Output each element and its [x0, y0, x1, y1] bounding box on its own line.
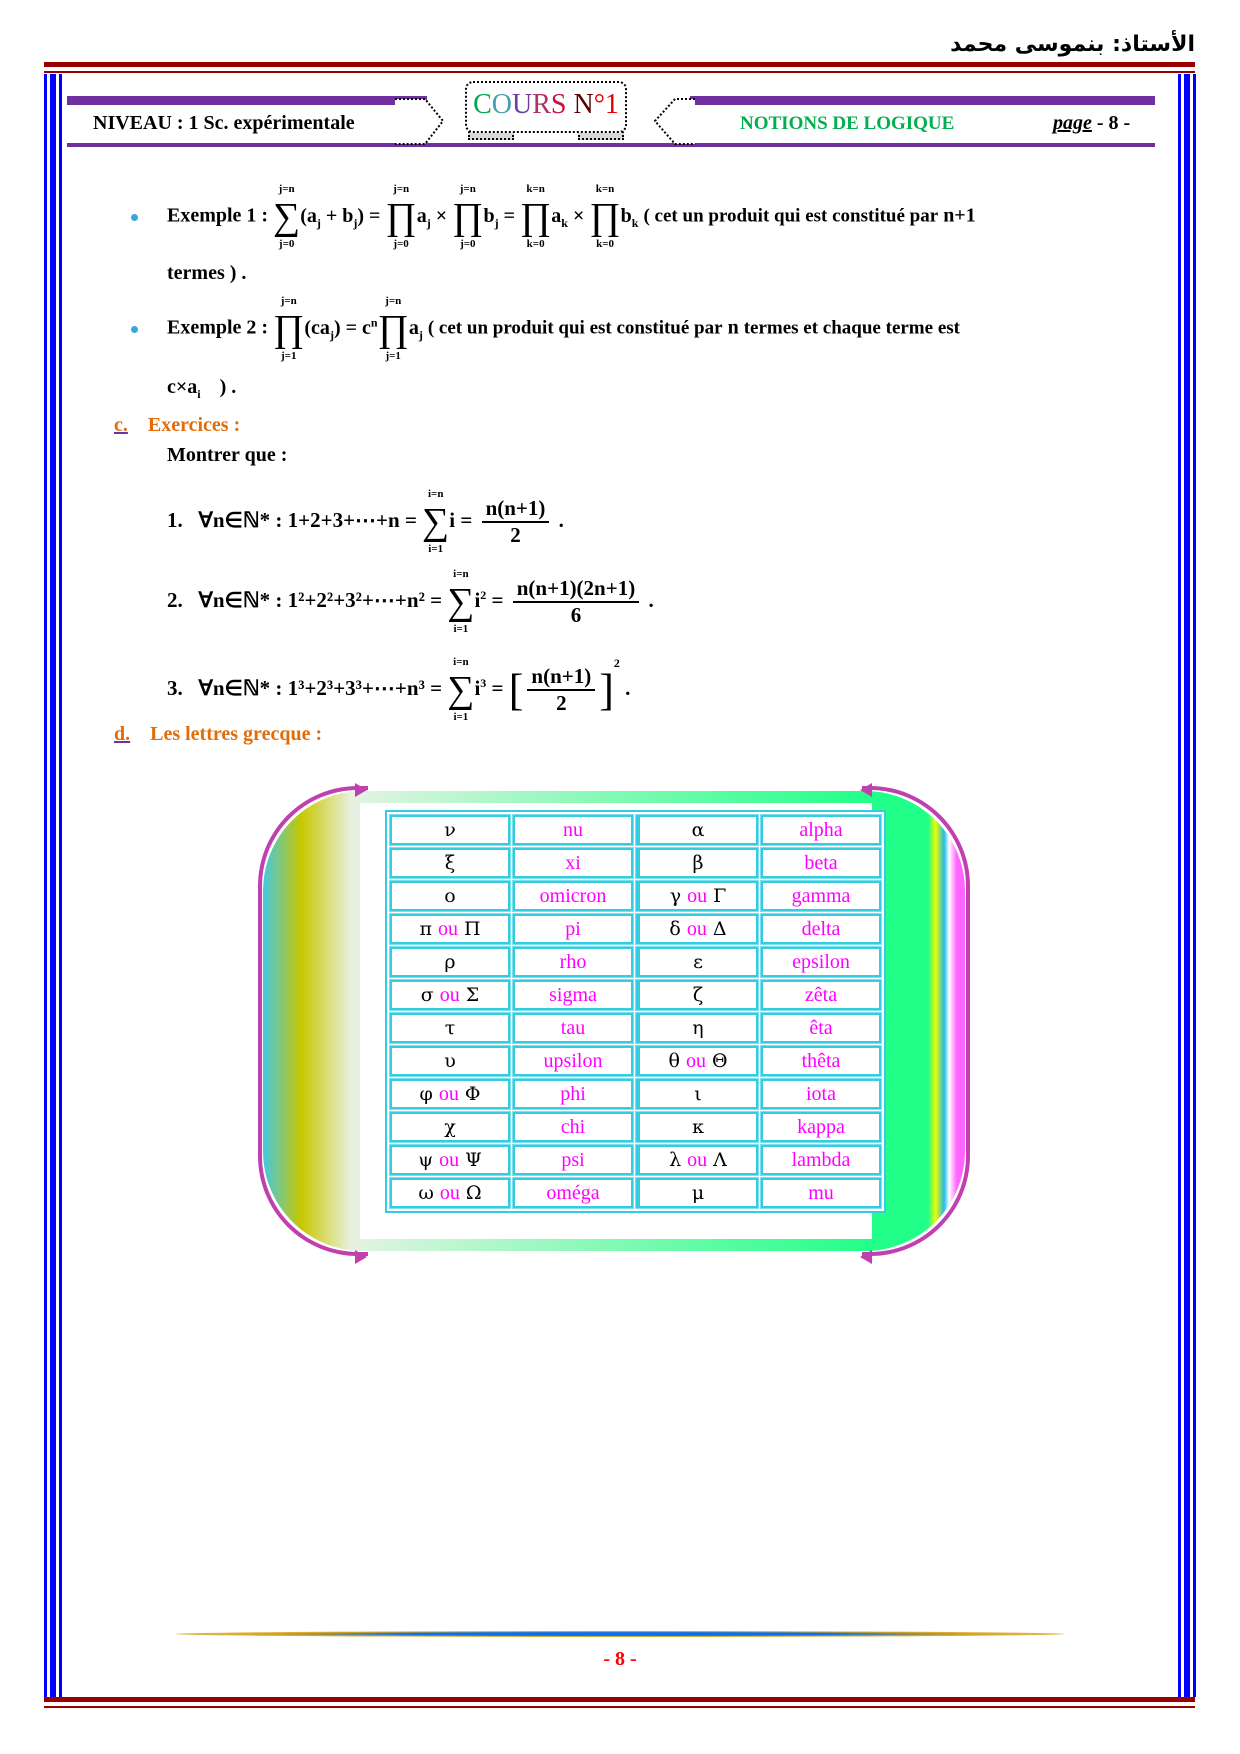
exercise-2: 2. ∀n∈ℕ* : 1²+2²+3²+⋯+n² = ∑ i=n i=1 $i^2$ = $\frac{n(n+1)(2n+1)}{6}$ .	[167, 568, 654, 635]
left-curved-arrow-icon	[258, 786, 368, 1256]
bottom-rule	[44, 1697, 1195, 1702]
greek-name-cell: alpha	[761, 815, 881, 845]
greek-table-row	[390, 1145, 881, 1175]
page-indicator: page - 8 -	[1053, 112, 1131, 134]
exercise-3: 3. ∀n∈ℕ* : 1³+2³+3³+⋯+n³ = ∑ i=n i=1 $i^3$ = [ $\frac{n(n+1)}{2}$ ]$^2$ .	[167, 656, 631, 724]
greek-table-row	[390, 848, 881, 878]
decorative-bar-bottom	[360, 1239, 870, 1251]
left-border-bars	[44, 74, 62, 1697]
greek-name-cell: thêta	[761, 1046, 881, 1076]
header-band-top-left	[67, 96, 427, 105]
right-border-bars	[1178, 74, 1196, 1697]
niveau-label: NIVEAU : 1 Sc. expérimentale	[93, 112, 355, 134]
top-rule-thin	[44, 71, 1195, 73]
greek-name-cell: êta	[761, 1013, 881, 1043]
greek-name-cell: gamma	[761, 881, 881, 911]
header-band-top-right	[690, 96, 1155, 105]
greek-symbol-cell: ο	[390, 881, 510, 911]
greek-table-row	[390, 1079, 881, 1109]
bullet-icon	[131, 326, 138, 333]
greek-table-row	[390, 947, 881, 977]
greek-table-row	[390, 815, 881, 845]
greek-name-cell: rho	[513, 947, 633, 977]
footer-divider	[175, 1631, 1065, 1637]
arrow-left-icon	[860, 783, 872, 797]
greek-symbol-cell: ρ	[390, 947, 510, 977]
greek-table-row	[390, 1013, 881, 1043]
footer-page-number: - 8 -	[603, 1648, 637, 1670]
greek-symbol-cell: φ ou Φ	[390, 1079, 510, 1109]
arrow-left-icon	[860, 1250, 872, 1264]
greek-name-cell: pi	[513, 914, 633, 944]
arrow-right-icon	[355, 783, 367, 797]
greek-symbol-cell: γ ou Γ	[636, 881, 758, 911]
greek-symbol-cell: ν	[390, 815, 510, 845]
greek-letters-table	[385, 810, 886, 1213]
greek-symbol-cell: θ ou Θ	[636, 1046, 758, 1076]
greek-symbol-cell: ι	[636, 1079, 758, 1109]
exercise-intro: Montrer que :	[167, 444, 288, 466]
greek-table-row	[390, 1178, 881, 1208]
greek-table-row	[390, 980, 881, 1010]
author-name: الأستاذ: بنموسى محمد	[950, 32, 1195, 57]
greek-symbol-cell: υ	[390, 1046, 510, 1076]
greek-name-cell: delta	[761, 914, 881, 944]
greek-name-cell: phi	[513, 1079, 633, 1109]
greek-symbol-cell: σ ou Σ	[390, 980, 510, 1010]
arrow-right-icon	[355, 1250, 367, 1264]
greek-symbol-cell: λ ou Λ	[636, 1145, 758, 1175]
greek-name-cell: sigma	[513, 980, 633, 1010]
greek-name-cell: zêta	[761, 980, 881, 1010]
greek-table-row	[390, 1112, 881, 1142]
bullet-icon	[131, 214, 138, 221]
example-1: Exemple 1 : ∑ j=n j=0 $(a_j + b_j)$ = ∏ j=n j=0 $a_j$ × ∏ j=n j=0 $b_j$ = ∏ k=n k=0 $a_k$ × ∏ k=n k=0 $b_k$ ( cet un produit qui est constitué par n+1	[167, 183, 976, 250]
header-band-bottom	[67, 143, 1155, 147]
greek-name-cell: oméga	[513, 1178, 633, 1208]
greek-symbol-cell: ζ	[636, 980, 758, 1010]
top-rule	[44, 62, 1195, 67]
greek-symbol-cell: β	[636, 848, 758, 878]
greek-name-cell: psi	[513, 1145, 633, 1175]
greek-symbol-cell: π ou Π	[390, 914, 510, 944]
cours-badge: COURS N°1	[465, 81, 627, 133]
example-2: Exemple 2 : ∏ j=n j=1 $(ca_j)$ = $c^n\prod$ j=n j=1 $a_j$ ( cet un produit qui est constitué par n termes et chaque terme est	[167, 295, 960, 362]
decorative-bar-top	[360, 791, 870, 803]
section-d-heading: d. Les lettres grecque :	[114, 723, 323, 745]
greek-name-cell: omicron	[513, 881, 633, 911]
example-2-continuation: $c\times a_i$ ) .	[167, 376, 237, 401]
left-chevron-icon	[395, 96, 470, 148]
example-1-continuation: termes ) .	[167, 262, 247, 284]
greek-symbol-cell: χ	[390, 1112, 510, 1142]
greek-name-cell: tau	[513, 1013, 633, 1043]
greek-name-cell: chi	[513, 1112, 633, 1142]
greek-symbol-cell: ε	[636, 947, 758, 977]
greek-symbol-cell: α	[636, 815, 758, 845]
greek-name-cell: epsilon	[761, 947, 881, 977]
section-c-heading: c. Exercices :	[114, 414, 241, 436]
greek-name-cell: nu	[513, 815, 633, 845]
greek-table-row	[390, 1046, 881, 1076]
greek-symbol-cell: δ ou Δ	[636, 914, 758, 944]
greek-name-cell: mu	[761, 1178, 881, 1208]
greek-symbol-cell: κ	[636, 1112, 758, 1142]
greek-symbol-cell: ω ou Ω	[390, 1178, 510, 1208]
chapter-title: NOTIONS DE LOGIQUE	[740, 113, 955, 134]
greek-symbol-cell: ξ	[390, 848, 510, 878]
bottom-rule-thin	[44, 1706, 1195, 1708]
greek-symbol-cell: ψ ou Ψ	[390, 1145, 510, 1175]
greek-symbol-cell: μ	[636, 1178, 758, 1208]
greek-symbol-cell: τ	[390, 1013, 510, 1043]
right-chevron-icon	[650, 96, 700, 148]
greek-table-row	[390, 881, 881, 911]
greek-name-cell: xi	[513, 848, 633, 878]
greek-name-cell: beta	[761, 848, 881, 878]
greek-name-cell: lambda	[761, 1145, 881, 1175]
greek-name-cell: iota	[761, 1079, 881, 1109]
greek-table-row	[390, 914, 881, 944]
greek-name-cell: kappa	[761, 1112, 881, 1142]
exercise-1: 1. ∀n∈ℕ* : 1+2+3+⋯+n = ∑ i=n i=1 i = $\frac{n(n+1)}{2}$ .	[167, 488, 564, 555]
greek-name-cell: upsilon	[513, 1046, 633, 1076]
greek-symbol-cell: η	[636, 1013, 758, 1043]
